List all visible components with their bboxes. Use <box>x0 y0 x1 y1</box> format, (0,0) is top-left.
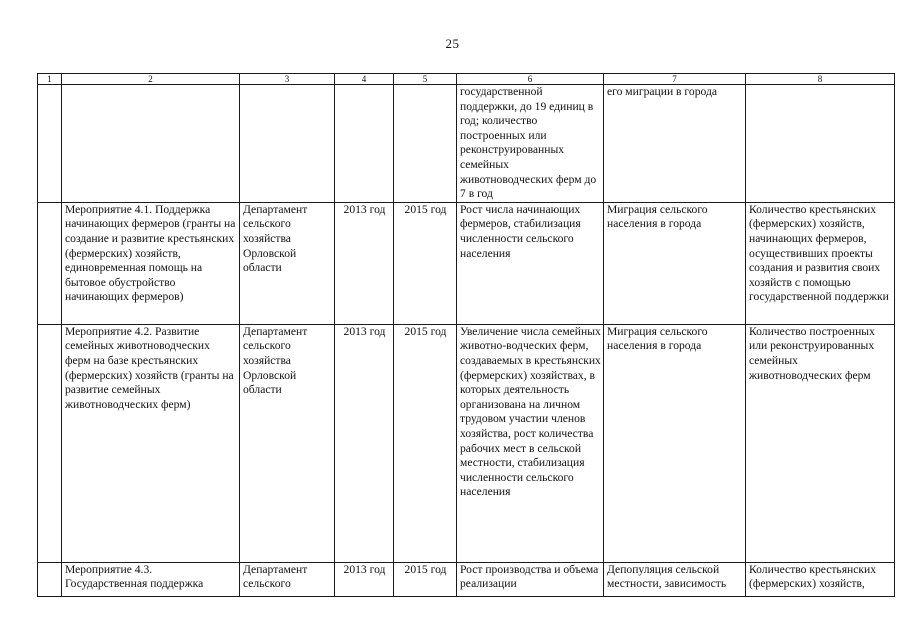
cell-expected-result: Рост производства и объема реализации <box>457 562 604 596</box>
cell-executor: Департамент сельского хозяйства Орловской области <box>240 202 335 324</box>
table-row <box>38 202 895 324</box>
cell-number <box>38 202 62 324</box>
cell-measure <box>62 85 240 203</box>
cell-number <box>38 324 62 562</box>
cell-indicator <box>746 85 895 203</box>
cell-start-year: 2013 год <box>335 562 394 596</box>
cell-indicator: Количество построенных или реконструированных семейных животноводческих ферм <box>746 324 895 562</box>
cell-indicator: Количество крестьянских (фермерских) хозяйств, <box>746 562 895 596</box>
cell-measure: Мероприятие 4.3. Государственная поддержка <box>62 562 240 596</box>
cell-indicator: Количество крестьянских (фермерских) хозяйств, начинающих фермеров, осуществивших проекты создания и развития своих хозяйств с помощью государственной поддержки <box>746 202 895 324</box>
column-number-1: 1 <box>38 74 62 85</box>
table-row <box>38 85 895 203</box>
column-number-2: 2 <box>62 74 240 85</box>
cell-end-year <box>394 85 457 203</box>
column-number-7: 7 <box>604 74 746 85</box>
column-number-row <box>38 74 895 85</box>
cell-executor <box>240 85 335 203</box>
cell-end-year: 2015 год <box>394 202 457 324</box>
cell-start-year: 2013 год <box>335 202 394 324</box>
column-number-6: 6 <box>457 74 604 85</box>
cell-expected-result: государственной поддержки, до 19 единиц в год; количество построенных или реконструированных семейных животноводческих ферм до 7 в год <box>457 85 604 203</box>
cell-consequences: Миграция сельского населения в города <box>604 324 746 562</box>
table-row <box>38 324 895 562</box>
cell-measure: Мероприятие 4.2. Развитие семейных животноводческих ферм на базе крестьянских (фермерских) хозяйств (гранты на развитие семейных животноводческих ферм) <box>62 324 240 562</box>
cell-end-year: 2015 год <box>394 562 457 596</box>
column-number-3: 3 <box>240 74 335 85</box>
measures-table <box>37 73 895 597</box>
cell-executor: Департамент сельского хозяйства Орловской области <box>240 324 335 562</box>
cell-expected-result: Рост числа начинающих фермеров, стабилизация численности сельского населения <box>457 202 604 324</box>
column-number-4: 4 <box>335 74 394 85</box>
column-number-8: 8 <box>746 74 895 85</box>
cell-end-year: 2015 год <box>394 324 457 562</box>
column-number-5: 5 <box>394 74 457 85</box>
cell-number <box>38 562 62 596</box>
cell-consequences: Миграция сельского населения в города <box>604 202 746 324</box>
cell-expected-result: Увеличение числа семейных животно-водческих ферм, создаваемых в крестьянских (фермерских) хозяйствах, в которых деятельность организована на личном трудовом участии членов хозяйства, рост количества рабочих мест в сельской местности, стабилизация численности сельского населения <box>457 324 604 562</box>
cell-number <box>38 85 62 203</box>
cell-measure: Мероприятие 4.1. Поддержка начинающих фермеров (гранты на создание и развитие крестьянских (фермерских) хозяйств, единовременная помощь на бытовое обустройство начинающих фермеров) <box>62 202 240 324</box>
cell-start-year: 2013 год <box>335 324 394 562</box>
cell-consequences: Депопуляция сельской местности, зависимость <box>604 562 746 596</box>
cell-consequences: его миграции в города <box>604 85 746 203</box>
cell-start-year <box>335 85 394 203</box>
cell-executor: Департамент сельского <box>240 562 335 596</box>
page-number: 25 <box>445 36 460 51</box>
table-row <box>38 562 895 596</box>
